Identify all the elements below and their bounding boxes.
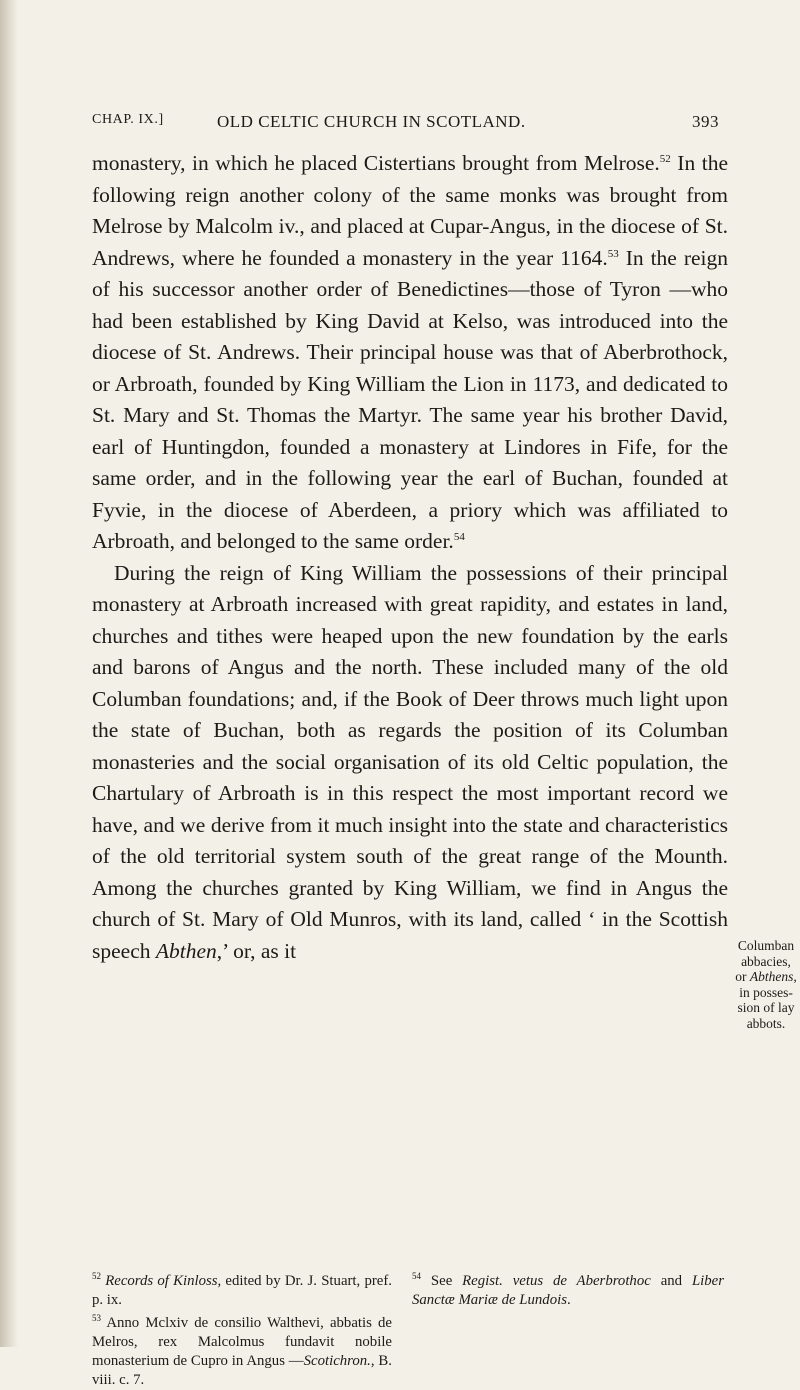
paragraph-2-text-a: During the reign of King William the possessions of their principal monastery at Arbroath increased with great rapidity, and estates in land, churches and tithes were heaped upon the new foundation by the earls and barons of Angus and the north. These included many of the old Columban foundations; and, if the: [92, 560, 728, 711]
footnote-53: [92, 1314, 392, 1390]
footnote-52: [92, 1272, 392, 1310]
footnote-title: Records of Kinloss: [105, 1273, 218, 1289]
footnote-text: and: [650, 1273, 692, 1289]
margin-note-line: [730, 969, 800, 985]
running-title: OLD CELTIC CHURCH IN SCOTLAND.: [217, 112, 526, 131]
footnote-column-left: [92, 1272, 392, 1390]
margin-note-line: abbots.: [746, 1015, 786, 1031]
book-of-deer-title: Book of Deer: [395, 686, 515, 711]
chapter-marker: CHAP. IX.]: [92, 112, 164, 127]
footnote-ref-53: 53: [607, 247, 619, 260]
footnote-text: See: [430, 1273, 463, 1289]
footnote-title: Scotichron.: [303, 1353, 371, 1369]
footnote-number: 54: [412, 1271, 421, 1282]
footnote-number: 53: [92, 1313, 101, 1324]
page-number: 393: [692, 112, 719, 131]
footnote-text: .: [566, 1292, 571, 1308]
footnote-text: , B. viii. c. 7.: [92, 1353, 392, 1388]
running-head: [92, 112, 719, 134]
paragraph-1: [92, 148, 728, 558]
paragraph-1-text-b: In the following reign another colony of the same monks was brought from Melrose by Malcolm iv., and placed at Cupar-Angus, in the diocese of St. Andrews, where he founded a monastery in the year 1164.: [92, 151, 728, 270]
footnote-text: Anno Mclxiv de consilio Walthevi, abbatis de Melros, rex Malcolmus fundavit nobile monasterium de Cupro in Angus —: [92, 1315, 392, 1369]
paragraph-1-text-c: In the reign of his successor another order of Benedictines—those of Tyron —who had been established by King David at Kelso, was introduced into the diocese of St. Andrews. Their principal house was that of Aberbrothock, or Arbroath, founded by King William the Lion in 1173, and dedicated to St. Mary and St. Thomas the Martyr. The same year his brother David, earl of Huntingdon, founded a monastery at Lindores in Fife, for the same order, and in the following year the earl of Buchan, founded at Fyvie, in the diocese of Aberdeen, a priory which was affiliated to Arbroath, and belonged to the same order.: [92, 245, 728, 553]
footnote-text: , edited by Dr. J. Stuart, pref. p. ix.: [92, 1273, 392, 1308]
body-text: [92, 148, 728, 967]
margin-note-line: sion of lay: [737, 1000, 795, 1015]
paragraph-2-text-b: throws much light upon the state of Buchan, both as regards the position of its Columban monasteries and the social organisation of its old Celtic population, the Chartulary of Arbroath is in this respect the most important record we have, and we derive from it much insight into the state and characteristics of the old territorial system south of the great range of the Mounth. Among the churches granted by King William, we find in Angus the church of St. Mary of Old Munros, with its land, called ‘ in the Scottish speech: [92, 686, 728, 963]
footnote-54: [412, 1272, 724, 1310]
footnote-ref-54: 54: [453, 530, 465, 543]
paragraph-1-text-a: monastery, in which he placed Cistertians brought from Melrose.: [92, 151, 660, 175]
margin-note-line: in posses-: [739, 984, 793, 1000]
margin-note: [730, 938, 800, 1031]
footnote-ref-52: 52: [659, 152, 671, 165]
paragraph-2: [92, 558, 728, 968]
margin-note-line: Columban: [737, 938, 795, 953]
abthen-term: Abthen: [155, 938, 217, 963]
margin-note-text: ,: [793, 969, 797, 984]
footnote-title: Liber Sanctæ Mariæ de Lundois: [412, 1273, 725, 1308]
footnote-number: 52: [92, 1271, 101, 1282]
margin-note-line: abbacies,: [741, 953, 791, 969]
footnote-column-right: [412, 1272, 724, 1310]
margin-note-italic: Abthens: [749, 969, 794, 984]
margin-note-text: or: [735, 969, 750, 984]
paragraph-2-text-c: ,’ or, as it: [216, 938, 297, 963]
footnote-title: Regist. vetus de Aberbrothoc: [462, 1273, 651, 1289]
